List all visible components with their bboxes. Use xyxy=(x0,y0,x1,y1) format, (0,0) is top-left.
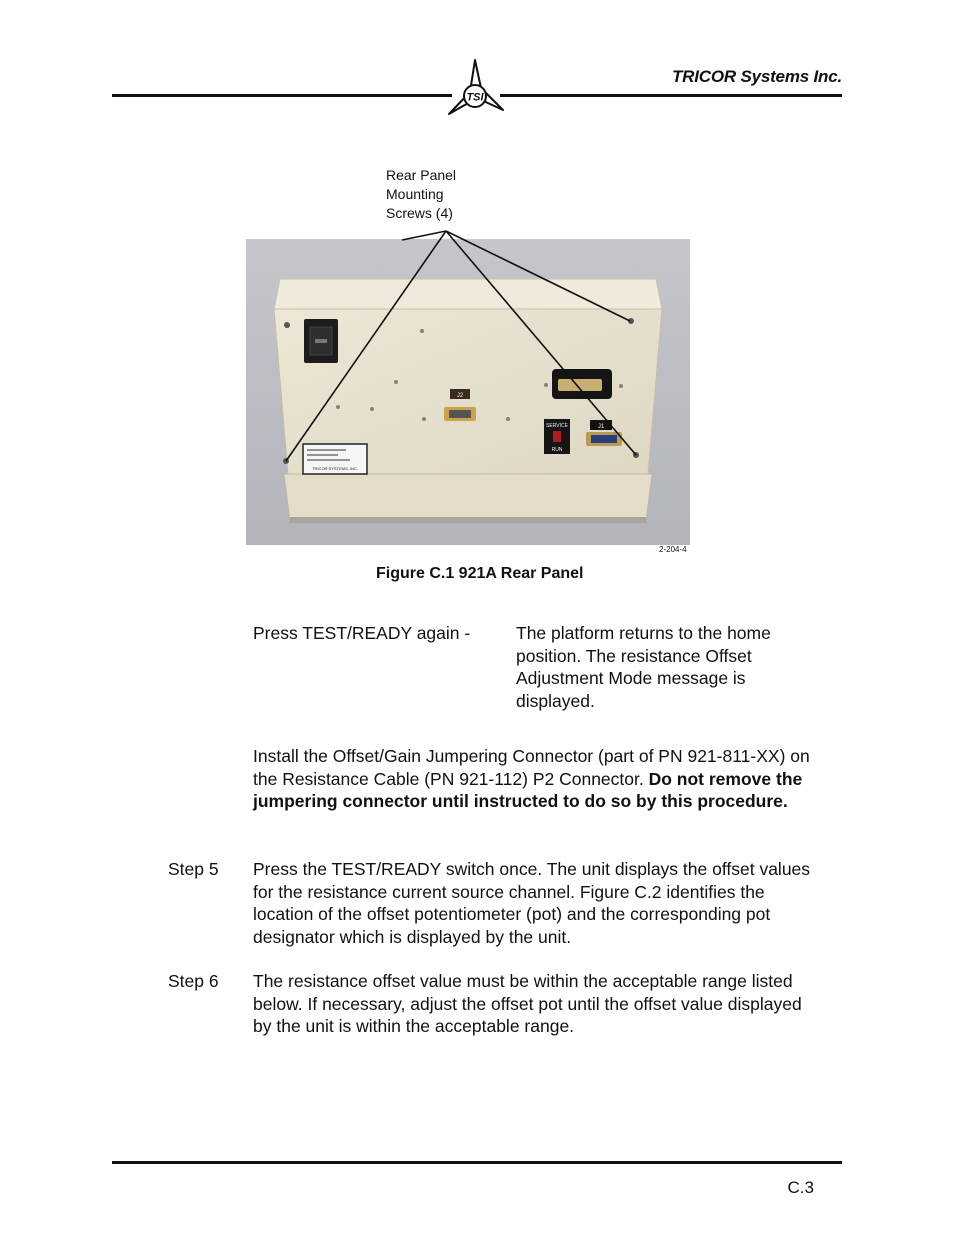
step-text: Press the TEST/READY switch once. The unit displays the offset values for the resistance current source channel. Figure C.2 identifies the location of the offset potentiometer (pot) and the corresponding pot designator which is displayed by the unit. xyxy=(253,859,811,947)
nameplate-label: TRICOR SYSTEMS, INC. xyxy=(312,466,358,471)
install-warning: Do not remove the jumpering connector until instructed to do so by this procedure. xyxy=(253,768,803,812)
j2-label: J2 xyxy=(456,393,464,399)
svg-text:TSI: TSI xyxy=(466,91,484,104)
page-number: C.3 xyxy=(787,1178,814,1197)
install-paragraph xyxy=(253,745,813,813)
step-text: The resistance offset value must be within the acceptable range listed below. If necessary, adjust the offset pot until the offset value displayed by the unit is within the acceptable range. xyxy=(253,971,802,1037)
press-again-label: Press TEST/READY again - xyxy=(253,623,471,643)
callout-line: Screws (4) xyxy=(386,205,453,221)
figure-caption: Figure C.1 921A Rear Panel xyxy=(376,565,584,582)
header-rule xyxy=(500,94,842,97)
photo-id: 2-204-4 xyxy=(659,545,687,554)
step-label: Step 5 xyxy=(168,859,219,879)
callout-line: Mounting xyxy=(386,186,444,202)
company-name: TRICOR Systems Inc. xyxy=(671,67,842,86)
run-label: RUN xyxy=(551,447,563,453)
rear-panel-photo xyxy=(246,239,690,545)
press-again-result: The platform returns to the home position. The resistance Offset Adjustment Mode message is displayed. xyxy=(516,623,771,711)
j1-label: J1 xyxy=(597,424,605,430)
step-label: Step 6 xyxy=(168,971,219,991)
install-text: Install the Offset/Gain Jumpering Connector (part of PN 921-811-XX) on the Resistance Cable (PN 921-112) P2 Connector. xyxy=(253,746,810,789)
tricor-logo-icon xyxy=(443,58,507,118)
service-label: SERVICE xyxy=(546,423,568,429)
figure-callout xyxy=(386,166,456,223)
footer-rule xyxy=(112,1161,842,1164)
callout-line: Rear Panel xyxy=(386,167,457,183)
header-rule xyxy=(112,94,452,97)
